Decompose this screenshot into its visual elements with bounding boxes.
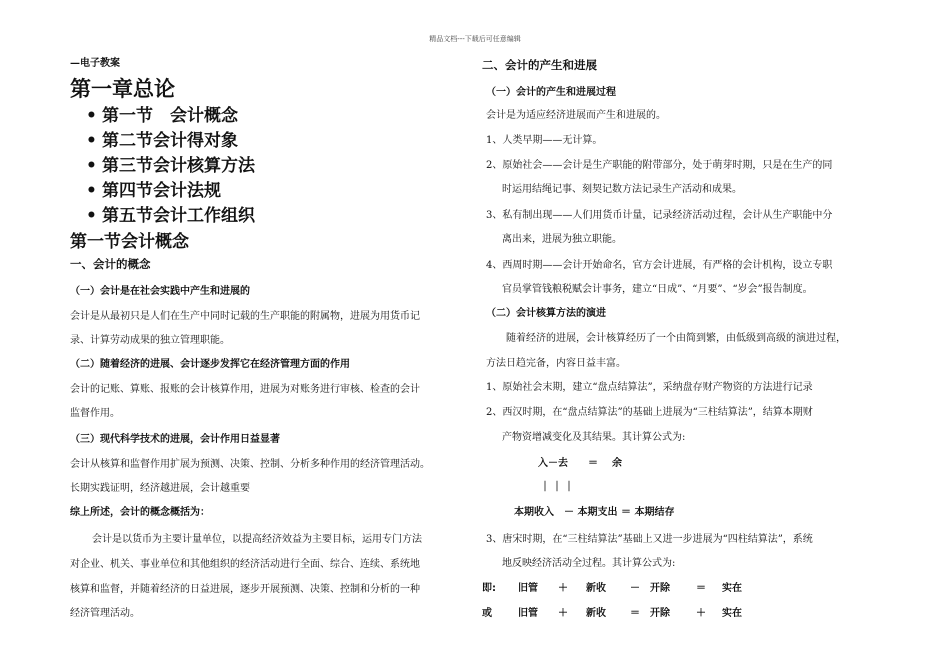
paragraph-line: 会计的记账、算账、报账的会计核算作用，进展为对账务进行审核、检查的会计 (70, 384, 420, 395)
section-list-item (86, 151, 255, 176)
sub-heading: 一、会计的概念 (70, 257, 151, 271)
section-label: 第四节会计法规 (102, 181, 221, 201)
formula-term: 实在 (722, 583, 742, 594)
section-title: 第一节会计概念 (70, 232, 189, 252)
section-label: 第五节会计工作组织 (102, 206, 255, 226)
list-item-cont: 离出来，进展为独立职能。 (502, 234, 622, 245)
formula-term: 开除 (650, 583, 670, 594)
list-item: 2、西汉时期，在“盘点结算法”的基础上进展为“三柱结算法”，结算本期财 (486, 407, 813, 418)
list-item: 3、私有制出现——人们用货币计量，记录经济活动过程，会计从生产职能中分 (486, 210, 833, 221)
formula-three-column-expanded: 本期收入 － 本期支出 ＝ 本期结存 (514, 507, 675, 518)
section-label: 第二节会计得对象 (102, 131, 238, 151)
list-item-cont: 时运用结绳记事、刻契记数方法记录生产活动和成果。 (502, 184, 742, 195)
paragraph-line: 长期实践证明，经济越进展，会计越重要 (70, 483, 250, 494)
section-list-item (86, 101, 238, 126)
list-item-cont: 产物资增减变化及其结果。其计算公式为: (502, 432, 686, 443)
paragraph-line: 核算和监督，并随着经济的日益进展，逐步开展预测、决策、控制和分析的一种 (70, 584, 420, 595)
header-note: 精品文档---下载后可任意编辑 (429, 35, 521, 43)
section-list-item (86, 176, 221, 201)
list-item-cont: 官员掌管钱粮税赋会计事务，建立“日成”、“月要”、“岁会”报告制度。 (502, 284, 813, 295)
summary-heading: 综上所述，会计的概念概括为： (70, 507, 210, 518)
bullet-icon: • (86, 131, 97, 151)
section-list-item (86, 126, 238, 151)
right-subheading-2: （二）会计核算方法的演进 (486, 308, 606, 319)
list-item: 1、原始社会末期，建立“盘点结算法”，采纳盘存财产物资的方法进行记录 (486, 382, 813, 393)
formula-term: 旧管 (518, 583, 538, 594)
section-label: 第三节会计核算方法 (102, 156, 255, 176)
formula-prefix: 即: (482, 583, 496, 594)
bullet-icon: • (86, 206, 97, 226)
right-heading: 二、会计的产生和进展 (482, 58, 597, 72)
formula-term: 新收 (586, 608, 606, 619)
formula-term: 入－去 (538, 458, 568, 469)
point-heading-3: （三）现代科学技术的进展，会计作用日益显著 (70, 434, 280, 445)
paragraph-line: 会计是为适应经济进展而产生和进展的。 (486, 110, 666, 121)
paragraph-line: 对企业、机关、事业单位和其他组织的经济活动进行全面、综合、连续、系统地 (70, 559, 420, 570)
paragraph-line: 随着经济的进展，会计核算经历了一个由简到繁，由低级到高级的演进过程， (506, 333, 846, 344)
paragraph-line: 经济管理活动。 (70, 608, 140, 619)
formula-operator: ＝ (630, 608, 640, 619)
formula-three-column (482, 454, 882, 468)
point-heading-2: （二）随着经济的进展、会计逐步发挥它在经济管理方面的作用 (70, 359, 350, 370)
formula-prefix: 或 (482, 608, 492, 619)
formula-operator: ＋ (558, 608, 568, 619)
doc-tag: —电子教案 (70, 58, 120, 69)
list-item-cont: 地反映经济活动全过程。其计算公式为: (502, 558, 676, 569)
formula-operator: ＋ (696, 608, 706, 619)
formula-operator: ＝ (588, 458, 598, 469)
bullet-icon: • (86, 106, 97, 126)
section-list-item (86, 201, 255, 226)
chapter-title: 第一章总论 (70, 77, 175, 101)
list-item: 1、人类早期——无计算。 (486, 135, 603, 146)
bullet-icon: • (86, 181, 97, 201)
formula-term: 新收 (586, 583, 606, 594)
right-subheading-1: （一）会计的产生和进展过程 (486, 87, 616, 98)
formula-four-column (482, 579, 902, 593)
formula-term: 开除 (650, 608, 670, 619)
paragraph-line: 监督作用。 (70, 408, 120, 419)
formula-bars: ｜｜｜ (540, 482, 576, 493)
list-item: 3、唐宋时期，在“三柱结算法”基础上又进一步进展为“四柱结算法”，系统 (486, 534, 813, 545)
paragraph-line: 会计从核算和监督作用扩展为预测、决策、控制、分析多种作用的经济管理活动。 (70, 459, 430, 470)
formula-term: 旧管 (518, 608, 538, 619)
list-item: 2、原始社会——会计是生产职能的附带部分，处于萌芽时期，只是在生产的同 (486, 160, 833, 171)
point-heading-1: （一）会计是在社会实践中产生和进展的 (70, 286, 250, 297)
section-label: 第一节 会计概念 (102, 106, 238, 126)
formula-operator: ＋ (558, 583, 568, 594)
list-item: 4、西周时期——会计开始命名，官方会计进展，有严格的会计机构，设立专职 (486, 260, 833, 271)
paragraph-line: 会计是以货币为主要计量单位，以提高经济效益为主要目标，运用专门方法 (92, 534, 422, 545)
formula-operator: ＝ (696, 583, 706, 594)
formula-term: 余 (612, 458, 622, 469)
paragraph-line: 会计是从最初只是人们在生产中同时记载的生产职能的附属物，进展为用货币记 (70, 311, 420, 322)
formula-term: 实在 (722, 608, 742, 619)
paragraph-line: 方法日趋完备，内容日益丰富。 (486, 358, 626, 369)
bullet-icon: • (86, 156, 97, 176)
paragraph-line: 录、计算劳动成果的独立管理职能。 (70, 335, 230, 346)
formula-four-column-alt (482, 604, 902, 618)
formula-operator: － (630, 583, 640, 594)
